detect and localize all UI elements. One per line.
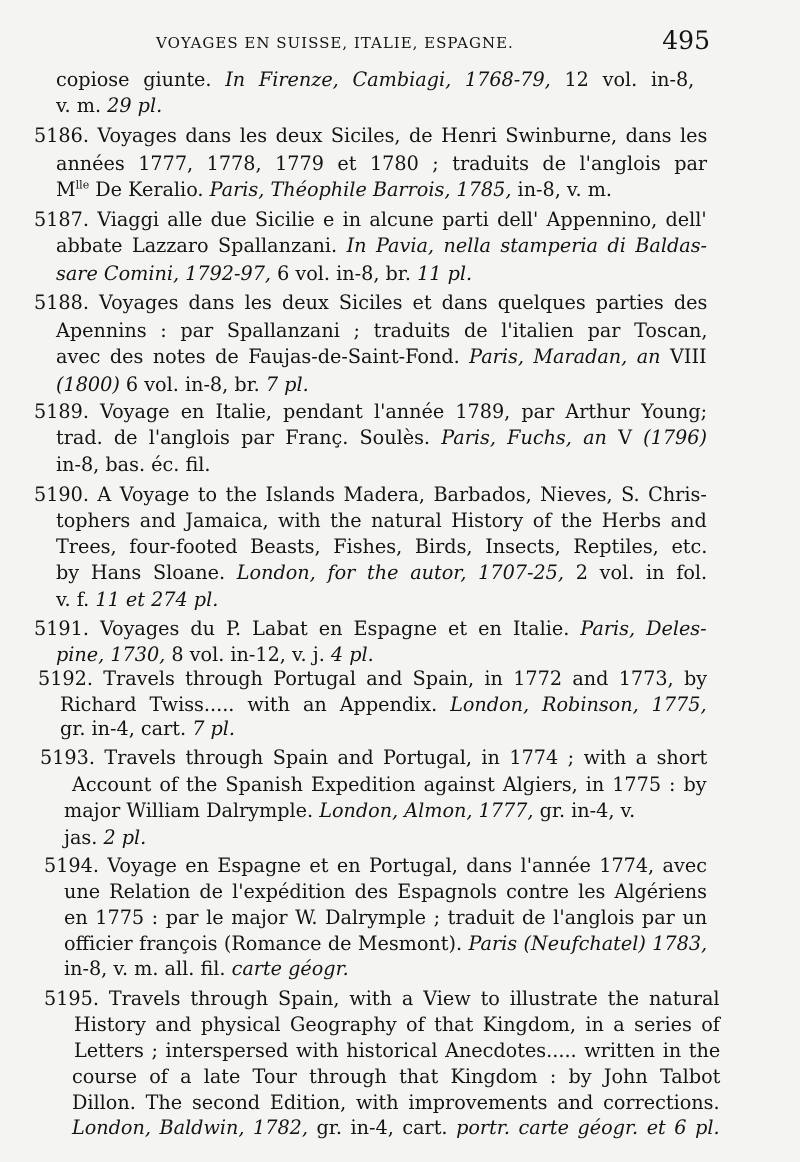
text-line bbox=[56, 150, 707, 178]
text-line bbox=[56, 92, 162, 120]
text-line bbox=[72, 1114, 720, 1142]
text-line bbox=[44, 852, 707, 880]
italic-text-span: 7 pl. bbox=[265, 373, 309, 396]
italic-text-span: Paris (Neufchatel) 1783, bbox=[468, 932, 708, 955]
text-span: 12 vol. in-8, bbox=[550, 68, 695, 91]
text-span: années 1777, 1778, 1779 et 1780 ; traduits de l'anglois par bbox=[56, 152, 708, 175]
italic-text-span: portr. carte géogr. et 6 pl. bbox=[456, 1116, 720, 1139]
text-span: Account of the Spanish Expedition against Algiers, in 1775 : by bbox=[72, 773, 707, 796]
text-span: in-8, v. m. all. fil. bbox=[64, 957, 232, 980]
italic-text-span: (1796) bbox=[643, 426, 707, 449]
text-span: 5192. Travels through Portugal and Spain, in 1772 and 1773, by bbox=[38, 667, 708, 690]
italic-text-span: In Firenze, Cambiagi, 1768-79, bbox=[225, 68, 551, 91]
text-span: gr. in-4, v. bbox=[533, 799, 636, 822]
page-number: 495 bbox=[662, 26, 710, 55]
text-line bbox=[72, 771, 707, 799]
text-span: jas. bbox=[64, 826, 104, 849]
italic-text-span: Paris, Maradan, an bbox=[469, 345, 661, 368]
italic-text-span: sare Comini, 1792-97, bbox=[56, 262, 271, 285]
italic-text-span: pine, 1730, bbox=[56, 643, 166, 666]
text-span: gr. in-4, cart. bbox=[307, 1116, 457, 1139]
text-line bbox=[64, 824, 146, 852]
text-span: copiose giunte. bbox=[56, 68, 226, 91]
text-line bbox=[34, 481, 707, 509]
text-span: M bbox=[56, 178, 76, 201]
text-line bbox=[56, 232, 707, 260]
text-span: 5188. Voyages dans les deux Siciles et dans quelques parties des bbox=[34, 291, 708, 314]
text-span: 5189. Voyage en Italie, pendant l'année 1789, par Arthur Young; bbox=[34, 400, 708, 423]
text-line bbox=[34, 289, 707, 317]
text-span: Letters ; interspersed with historical Anecdotes..... written in the bbox=[74, 1039, 721, 1062]
italic-text-span: 7 pl. bbox=[192, 717, 236, 740]
text-line bbox=[56, 507, 707, 535]
text-line bbox=[40, 744, 707, 772]
text-span: une Relation de l'expédition des Espagnols contre les Algériens bbox=[64, 880, 708, 903]
text-line bbox=[64, 797, 635, 825]
italic-text-span: London, Baldwin, 1782, bbox=[72, 1116, 308, 1139]
text-span: gr. in-4, cart. bbox=[60, 717, 193, 740]
italic-text-span: In Pavia, nella stamperia di Baldas- bbox=[346, 234, 708, 257]
running-title: VOYAGES EN SUISSE, ITALIE, ESPAGNE. bbox=[156, 34, 514, 52]
italic-text-span: 29 pl. bbox=[107, 94, 163, 117]
text-line bbox=[56, 424, 707, 452]
text-line bbox=[64, 930, 707, 958]
text-span: 6 vol. in-8, br. bbox=[119, 373, 266, 396]
italic-text-span: London, for the autor, 1707-25, bbox=[236, 561, 564, 584]
text-span: Dillon. The second Edition, with improvements and corrections. bbox=[72, 1091, 720, 1114]
italic-text-span: 4 pl. bbox=[330, 643, 374, 666]
text-span: 5190. A Voyage to the Islands Madera, Barbados, Nieves, S. Chris- bbox=[34, 483, 707, 506]
italic-text-span: 2 pl. bbox=[103, 826, 147, 849]
text-span: major William Dalrymple. bbox=[64, 799, 320, 822]
text-line bbox=[56, 260, 472, 288]
italic-text-span: London, Robinson, 1775, bbox=[450, 693, 707, 716]
text-span: Apennins : par Spallanzani ; traduits de l'italien par Toscan, bbox=[56, 319, 708, 342]
text-span: 5191. Voyages du P. Labat en Espagne et en Italie. bbox=[34, 617, 581, 640]
italic-text-span: carte géogr. bbox=[231, 957, 349, 980]
text-line bbox=[34, 206, 707, 234]
italic-text-span: 11 pl. bbox=[417, 262, 473, 285]
text-span: course of a late Tour through that Kingdom : by John Talbot bbox=[72, 1065, 721, 1088]
text-span: in-8, v. m. bbox=[511, 178, 612, 201]
text-span: 5195. Travels through Spain, with a View to illustrate the natural bbox=[44, 987, 720, 1010]
text-span: v. m. bbox=[56, 94, 108, 117]
text-line bbox=[64, 878, 707, 906]
text-line bbox=[56, 317, 707, 345]
text-span: 5193. Travels through Spain and Portugal, in 1774 ; with a short bbox=[40, 746, 708, 769]
italic-text-span: Paris, Fuchs, an bbox=[441, 426, 607, 449]
text-line bbox=[72, 1089, 720, 1117]
text-line bbox=[44, 985, 720, 1013]
text-span: VIII bbox=[660, 345, 707, 368]
text-span: Trees, four-footed Beasts, Fishes, Birds, Insects, Reptiles, etc. bbox=[56, 535, 708, 558]
text-line bbox=[38, 665, 707, 693]
running-header bbox=[40, 26, 710, 62]
text-span: v. f. bbox=[56, 588, 96, 611]
text-span: officier françois (Romance de Mesmont). bbox=[64, 932, 469, 955]
italic-text-span: Paris, Théophile Barrois, 1785, bbox=[209, 178, 512, 201]
italic-text-span: (1800) bbox=[56, 373, 120, 396]
text-span: 5187. Viaggi alle due Sicilie e in alcune parti dell' Appennino, dell' bbox=[34, 208, 707, 231]
text-span: tophers and Jamaica, with the natural History of the Herbs and bbox=[56, 509, 707, 532]
text-line bbox=[56, 371, 309, 399]
text-line bbox=[56, 343, 707, 371]
text-line bbox=[74, 1011, 720, 1039]
text-line bbox=[56, 559, 707, 587]
text-line bbox=[56, 66, 694, 94]
text-span: 8 vol. in-12, v. j. bbox=[165, 643, 331, 666]
text-line bbox=[34, 122, 707, 150]
text-span: 5186. Voyages dans les deux Siciles, de Henri Swinburne, dans les bbox=[34, 124, 708, 147]
text-span: abbate Lazzaro Spallanzani. bbox=[56, 234, 347, 257]
text-line bbox=[34, 615, 707, 643]
text-span: trad. de l'anglois par Franç. Soulès. bbox=[56, 426, 442, 449]
italic-text-span: Paris, Deles- bbox=[580, 617, 707, 640]
text-span: History and physical Geography of that Kingdom, in a series of bbox=[74, 1013, 720, 1036]
text-line bbox=[64, 904, 707, 932]
text-line bbox=[60, 715, 235, 743]
text-line bbox=[56, 533, 707, 561]
text-span: avec des notes de Faujas-de-Saint-Fond. bbox=[56, 345, 470, 368]
text-span: 6 vol. in-8, br. bbox=[271, 262, 418, 285]
text-span: 2 vol. in fol. bbox=[563, 561, 708, 584]
italic-text-span: London, Almon, 1777, bbox=[319, 799, 534, 822]
text-line bbox=[34, 398, 707, 426]
text-span: en 1775 : par le major W. Dalrymple ; traduit de l'anglois par un bbox=[64, 906, 708, 929]
text-line bbox=[72, 1063, 720, 1091]
text-span: Richard Twiss..... with an Appendix. bbox=[60, 693, 451, 716]
text-span: lle bbox=[75, 178, 90, 192]
text-line bbox=[74, 1037, 720, 1065]
text-line bbox=[56, 586, 218, 614]
text-line bbox=[56, 451, 210, 479]
text-line bbox=[56, 176, 612, 204]
text-span: 5194. Voyage en Espagne et en Portugal, dans l'année 1774, avec bbox=[44, 854, 707, 877]
text-span: in-8, bas. éc. fil. bbox=[56, 453, 211, 476]
text-span: De Keralio. bbox=[89, 178, 210, 201]
text-span: V bbox=[606, 426, 644, 449]
text-line bbox=[64, 955, 349, 983]
text-span: by Hans Sloane. bbox=[56, 561, 237, 584]
italic-text-span: 11 et 274 pl. bbox=[95, 588, 219, 611]
